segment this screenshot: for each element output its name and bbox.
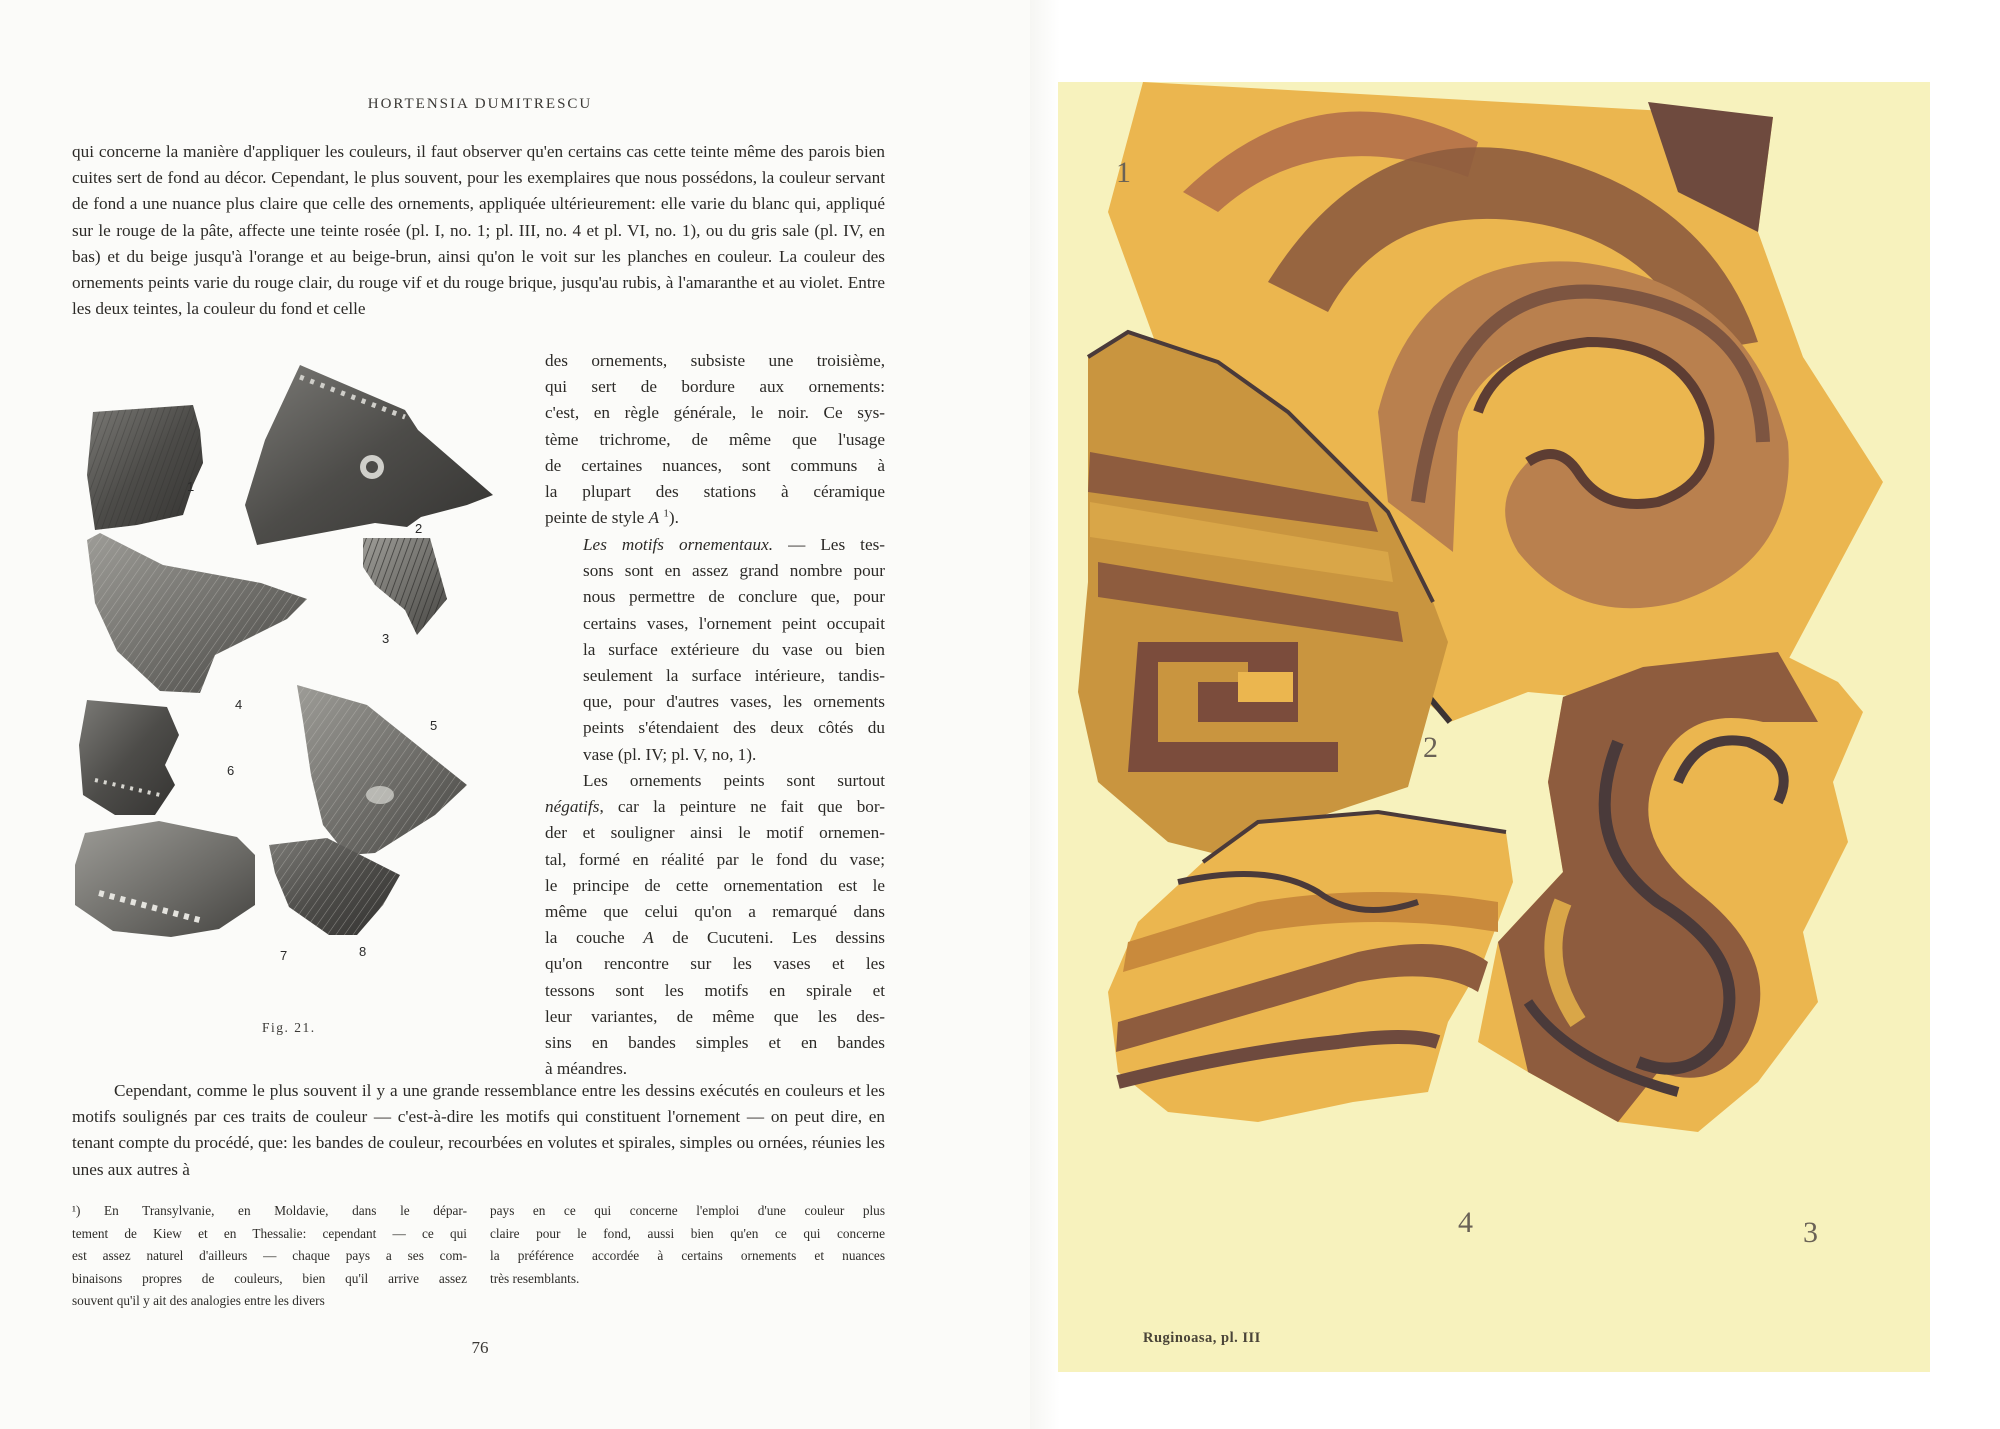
text-line: der et souligner ainsi le motif ornemen- — [545, 823, 885, 843]
sherd-2 — [245, 365, 493, 545]
plate-number: 4 — [1458, 1206, 1473, 1239]
footnote-line: la préférence accordée à certains ornements et nuances — [490, 1248, 885, 1263]
figure-number: 7 — [280, 948, 288, 963]
plate-sherd-3 — [1478, 652, 1863, 1132]
plate-illustration — [1058, 82, 1930, 1372]
paragraph-motifs — [545, 532, 885, 768]
text-line: qui sert de bordure aux ornements: — [545, 377, 885, 397]
emphasis: négatifs — [545, 797, 600, 817]
text-fragment: — Les tes- — [773, 535, 885, 554]
text-fragment: la couche — [545, 928, 625, 948]
layer-letter: A — [643, 928, 654, 948]
text-line-last — [545, 505, 885, 531]
running-head: HORTENSIA DUMITRESCU — [367, 96, 593, 112]
text-line: qu'on rencontre sur les vases et les — [545, 954, 885, 974]
text-line: sons sont en assez grand nombre pour — [583, 561, 885, 581]
text-line: sins en bandes simples et en bandes — [545, 1033, 885, 1053]
footnote-column-right — [490, 1200, 885, 1290]
text-line: tessons sont les motifs en spirale et — [545, 980, 885, 1000]
paragraph-trichrome — [545, 348, 885, 531]
paragraph-bands: Cependant, comme le plus souvent il y a une grande ressemblance entre les dessins exécutés en couleurs et les motifs soulignés par ces traits de couleur — c'est-à-dire les motifs qui constituent l'ornement — on peut dire, en tenant compte du procédé, que: les bandes de couleur, recourbées en volutes et spirales, simples ou ornées, réunies les unes aux autres à — [72, 1081, 885, 1179]
text-line: à méandres. — [545, 1059, 628, 1079]
footnote-ref: 1 — [663, 507, 669, 520]
sherd-1 — [87, 405, 203, 530]
text-line: certains vases, l'ornement peint occupait — [583, 613, 885, 633]
sherd-8 — [269, 838, 400, 935]
text-line: même que celui qu'on a remarqué dans — [545, 902, 885, 922]
plate-number: 3 — [1803, 1216, 1818, 1249]
footnote-line: claire pour le fond, aussi bien qu'en ce qui concerne — [490, 1225, 885, 1241]
text-line: que, pour d'autres vases, les ornements — [583, 692, 885, 712]
text-line: nous permettre de conclure que, pour — [583, 587, 885, 607]
footnote-line: est assez naturel d'ailleurs — chaque pays a ses com- — [72, 1248, 467, 1263]
plate-number: 2 — [1423, 731, 1438, 764]
text-fragment: ). — [668, 508, 679, 528]
paragraph-negative-ornaments — [545, 768, 885, 1082]
text-line: des ornements, subsiste une troisième, — [545, 351, 885, 370]
text-line: vase (pl. IV; pl. V, no, 1). — [583, 744, 757, 764]
sherd-7 — [75, 821, 255, 937]
text-fragment: de Cucuteni. Les dessins — [672, 928, 885, 948]
text-line — [545, 794, 885, 820]
text-fragment: , car la peinture ne fait que bor- — [599, 797, 885, 817]
plate-sherd-4 — [1108, 812, 1513, 1122]
sherd-4 — [87, 533, 307, 693]
page-number: 76 — [471, 1338, 489, 1357]
text-line: tal, formé en réalité par le fond du vase; — [545, 849, 885, 869]
footnote-line: ¹) En Transylvanie, en Moldavie, dans le dépar- — [72, 1203, 467, 1218]
book-gutter — [1030, 0, 1060, 1429]
plate-caption: Ruginoasa, pl. III — [1143, 1330, 1261, 1346]
text-line: peints s'étendaient des deux côtés du — [583, 718, 885, 738]
figure-number: 1 — [187, 479, 195, 494]
section-heading: Les motifs ornementaux. — [583, 535, 774, 554]
text-line: seulement la surface intérieure, tandis- — [583, 666, 885, 686]
text-line: Les ornements peints sont surtout — [583, 771, 885, 790]
footnote-line: pays en ce qui concerne l'emploi d'une couleur plus — [490, 1203, 885, 1218]
text-line: leur variantes, de même que les des- — [545, 1006, 885, 1026]
text-line-first — [545, 532, 885, 558]
sherd-3 — [363, 538, 447, 635]
sherd-5 — [297, 685, 467, 855]
footnote-line: très resemblants. — [490, 1270, 580, 1286]
text-line: la plupart des stations à céramique — [545, 482, 885, 502]
footnote-column-left — [72, 1200, 467, 1313]
text-line: tème trichrome, de même que l'usage — [545, 429, 885, 449]
figure-number: 8 — [359, 944, 367, 959]
figure-21-sherds — [75, 355, 515, 1025]
figure-number: 2 — [415, 521, 423, 536]
colour-plate — [1058, 82, 1930, 1372]
figure-caption: Fig. 21. — [262, 1020, 316, 1035]
text-line: de certaines nuances, sont communs à — [545, 455, 885, 475]
footnote-line: souvent qu'il y ait des analogies entre les divers — [72, 1293, 325, 1308]
plate-number: 1 — [1116, 156, 1131, 189]
footnote-line: binaisons propres de couleurs, bien qu'il arrive assez — [72, 1270, 467, 1286]
figure-number: 6 — [227, 763, 235, 778]
paragraph-colours: qui concerne la manière d'appliquer les couleurs, il faut observer qu'en certains cas cette teinte même des parois bien cuites sert de fond au décor. Cependant, le plus souvent, pour les exemplaires que nous possédons, la couleur servant de fond a une nuance plus claire que celle des ornements, appliquée ultérieurement: elle varie du blanc qui, appliqué sur le rouge de la pâte, affecte une teinte rosée (pl. I, no. 1; pl. III, no. 4 et pl. VI, no. 1), ou du gris sale (pl. IV, en bas) et du beige jusqu'à l'orange et au beige-brun, ainsi qu'on le voit sur les planches en couleur. La couleur des ornements peints varie du rouge clair, du rouge vif et du rouge brique, jusqu'au rubis, à l'amaranthe et au violet. Entre les deux teintes, la couleur du fond et celle — [72, 142, 885, 319]
text-line: le principe de cette ornementation est le — [545, 875, 885, 895]
text-fragment: peinte de style — [545, 508, 645, 528]
text-line: c'est, en règle générale, le noir. Ce sys- — [545, 403, 885, 423]
figure-number: 3 — [382, 631, 390, 646]
figure-number: 4 — [235, 697, 243, 712]
text-line — [545, 925, 885, 951]
sherd-6 — [79, 700, 179, 815]
figure-number: 5 — [430, 718, 438, 733]
layer-letter: A — [648, 508, 660, 528]
footnote-line: tement de Kiew et en Thessalie: cependant — ce qui — [72, 1225, 467, 1241]
text-line: la surface extérieure du vase ou bien — [583, 639, 885, 659]
